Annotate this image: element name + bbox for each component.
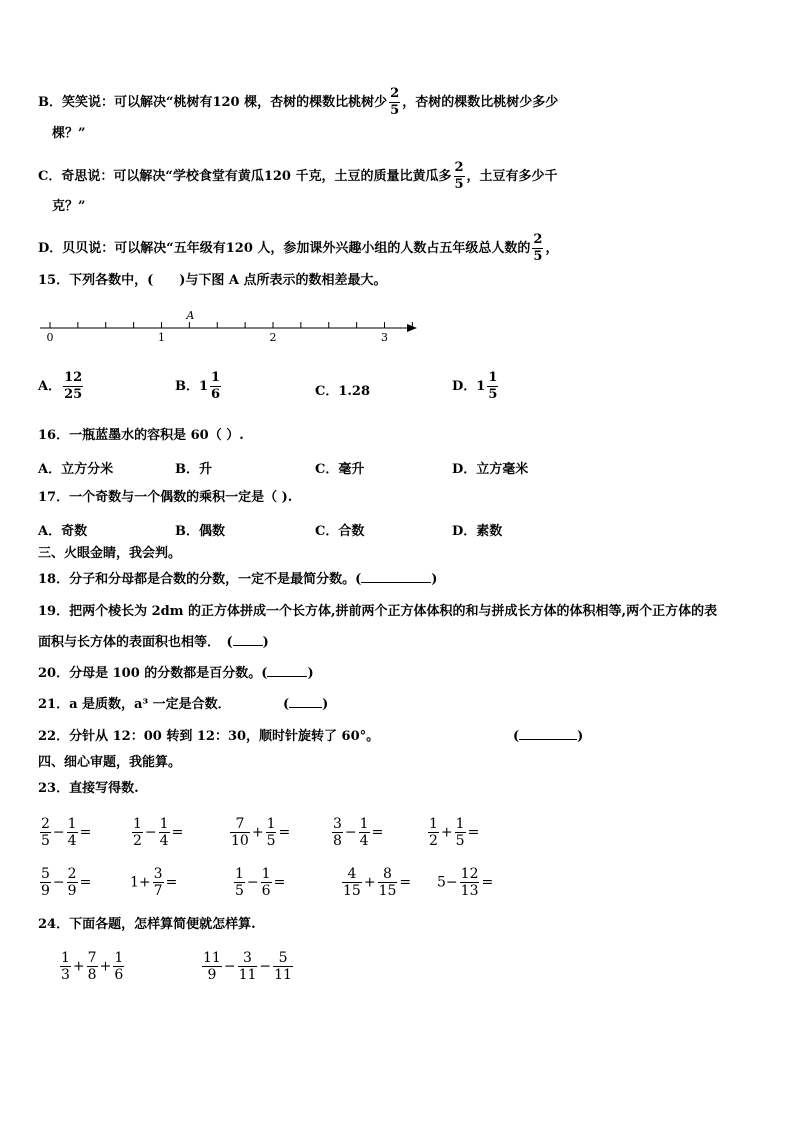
q16-option-c: C．毫升 xyxy=(315,462,365,477)
fraction: $\frac{1}{5}$ xyxy=(455,816,465,849)
q19-line1: 19．把两个棱长为 2dm 的正方体拼成一个长方体,拼前两个正方体体积的和与拼成长方体的体积相等,两个正方体的表 xyxy=(38,604,718,619)
section-4-heading: 四、细心审题，我能算。 xyxy=(38,755,182,770)
q15-stem: 15．下列各数中，( )与下图 A 点所表示的数相差最大。 xyxy=(38,273,387,288)
answer-blank[interactable] xyxy=(519,739,577,740)
q15-option-b: B．1 $\frac{1}{6}$ xyxy=(175,370,221,402)
q17-option-a: A．奇数 xyxy=(38,524,88,539)
q14-option-c: C．奇思说：可以解决“学校食堂有黄瓜120 千克，土豆的质量比黄瓜多 $\frac{2}{5}$ ，土豆有多少千 xyxy=(38,160,558,192)
equals-sign: = xyxy=(171,824,184,841)
operator: + xyxy=(363,874,376,891)
q24-expression-2 xyxy=(200,950,295,983)
operator: − xyxy=(344,824,357,841)
q24-expression-1 xyxy=(58,950,126,983)
equals-sign: = xyxy=(371,824,384,841)
point-a-label: A xyxy=(186,309,195,322)
q18: 18．分子和分母都是合数的分数，一定不是最简分数。( ) xyxy=(38,572,438,587)
fraction: $\frac{2}{5}$ xyxy=(390,86,400,118)
equals-sign: = xyxy=(79,824,92,841)
answer-blank[interactable] xyxy=(267,676,307,677)
operator: − xyxy=(246,874,259,891)
calc-item xyxy=(330,816,383,849)
tick-label: 3 xyxy=(381,331,388,344)
whole-number: 1 xyxy=(130,874,139,891)
fraction: $\frac{2}{5}$ xyxy=(41,816,50,849)
fraction: $\frac{1}{5}$ xyxy=(235,866,244,899)
equals-sign: = xyxy=(481,874,494,891)
fraction: $\frac{12}{13}$ xyxy=(460,866,479,899)
operator: − xyxy=(259,958,272,975)
operator: + xyxy=(72,958,85,975)
q17-option-d: D．素数 xyxy=(452,524,503,539)
q17-option-b: B．偶数 xyxy=(175,524,225,539)
calc-item xyxy=(232,866,285,899)
fraction: $\frac{1}{6}$ xyxy=(114,950,124,983)
operator: + xyxy=(138,874,151,891)
fraction: $\frac{1}{6}$ xyxy=(261,866,271,899)
fraction: $\frac{1}{4}$ xyxy=(359,816,369,849)
fraction: $\frac{2}{5}$ xyxy=(533,232,543,264)
fraction: $\frac{5}{9}$ xyxy=(41,866,50,899)
q22-answer: ( ) xyxy=(513,729,584,744)
q14-option-b-cont: 棵？” xyxy=(52,126,86,141)
fraction: $\frac{5}{11}$ xyxy=(274,950,292,983)
equals-sign: = xyxy=(165,874,178,891)
q16-option-d: D．立方毫米 xyxy=(452,462,529,477)
q19-line2: 面积与长方体的表面积也相等． ( ) xyxy=(38,635,269,650)
fraction: $\frac{7}{8}$ xyxy=(87,950,97,983)
answer-blank[interactable] xyxy=(289,707,322,708)
equals-sign: = xyxy=(273,874,286,891)
whole-number: 5 xyxy=(437,874,446,891)
q14-option-d: D．贝贝说：可以解决“五年级有120 人，参加课外兴趣小组的人数占五年级总人数的 $\frac{2}{5}$ ， xyxy=(38,232,559,264)
answer-blank[interactable] xyxy=(233,645,263,646)
calc-item xyxy=(38,816,91,849)
tick-label: 0 xyxy=(46,331,54,344)
fraction: $\frac{2}{5}$ xyxy=(454,160,464,192)
fraction: $\frac{3}{7}$ xyxy=(153,866,163,899)
operator: + xyxy=(251,824,264,841)
equals-sign: = xyxy=(467,824,480,841)
calc-item xyxy=(38,866,91,899)
q16-option-b: B．升 xyxy=(175,462,212,477)
q24-stem: 24．下面各题，怎样算简便就怎样算. xyxy=(38,917,256,932)
fraction: $\frac{1}{2}$ xyxy=(133,816,142,849)
answer-blank[interactable] xyxy=(361,582,431,583)
fraction: $\frac{2}{9}$ xyxy=(67,866,77,899)
q21: 21．a 是质数，a³ 一定是合数． xyxy=(38,697,231,712)
q14-option-b: B．笑笑说：可以解决“桃树有120 棵，杏树的棵数比桃树少 $\frac{2}{5}$ ，杏树的棵数比桃树少多少 xyxy=(38,86,559,118)
q21-answer: ( ) xyxy=(283,697,329,712)
q15-option-c: C．1.28 xyxy=(315,384,371,399)
q16-option-a: A．立方分米 xyxy=(38,462,114,477)
calc-item xyxy=(426,816,479,849)
calc-item xyxy=(130,866,177,899)
fraction: $\frac{1}{4}$ xyxy=(67,816,77,849)
fraction: $\frac{4}{15}$ xyxy=(343,866,361,899)
q15-option-a: A． $\frac{12}{25}$ xyxy=(38,370,83,402)
operator: − xyxy=(52,824,65,841)
operator: + xyxy=(440,824,453,841)
q23-stem: 23．直接写得数. xyxy=(38,781,139,796)
q16-stem: 16．一瓶蓝墨水的容积是 60（ ）. xyxy=(38,428,244,443)
fraction: $\frac{8}{15}$ xyxy=(378,866,397,899)
fraction: $\frac{7}{10}$ xyxy=(231,816,249,849)
calc-item xyxy=(228,816,290,849)
operator: − xyxy=(144,824,157,841)
number-line xyxy=(36,300,426,350)
operator: − xyxy=(445,874,458,891)
fraction: $\frac{1}{5}$ xyxy=(266,816,276,849)
calc-item xyxy=(340,866,411,899)
number-line-labels xyxy=(47,331,389,344)
operator: + xyxy=(99,958,112,975)
fraction: $\frac{3}{8}$ xyxy=(333,816,342,849)
fraction: $\frac{1}{4}$ xyxy=(159,816,169,849)
q22: 22．分针从 12：00 转到 12：30，顺时针旋转了 60°。 xyxy=(38,729,380,744)
calc-item xyxy=(437,866,493,899)
number-line-ticks xyxy=(50,322,412,328)
calc-item xyxy=(130,816,183,849)
section-3-heading: 三、火眼金睛，我会判。 xyxy=(38,546,182,561)
q15-option-d: D．1 $\frac{1}{5}$ xyxy=(452,370,498,402)
equals-sign: = xyxy=(399,874,412,891)
fraction: $\frac{1}{3}$ xyxy=(61,950,70,983)
fraction: $\frac{11}{9}$ xyxy=(203,950,221,983)
fraction: $\frac{1}{2}$ xyxy=(429,816,438,849)
operator: − xyxy=(52,874,65,891)
q17-option-c: C．合数 xyxy=(315,524,365,539)
tick-label: 2 xyxy=(269,331,277,344)
q20: 20．分母是 100 的分数都是百分数。( ) xyxy=(38,666,314,681)
equals-sign: = xyxy=(278,824,291,841)
operator: − xyxy=(223,958,236,975)
equals-sign: = xyxy=(79,874,92,891)
tick-label: 1 xyxy=(158,331,165,344)
q17-stem: 17．一个奇数与一个偶数的乘积一定是（ ). xyxy=(38,490,293,505)
fraction: $\frac{3}{11}$ xyxy=(238,950,257,983)
q14-option-c-cont: 克？” xyxy=(52,199,86,214)
